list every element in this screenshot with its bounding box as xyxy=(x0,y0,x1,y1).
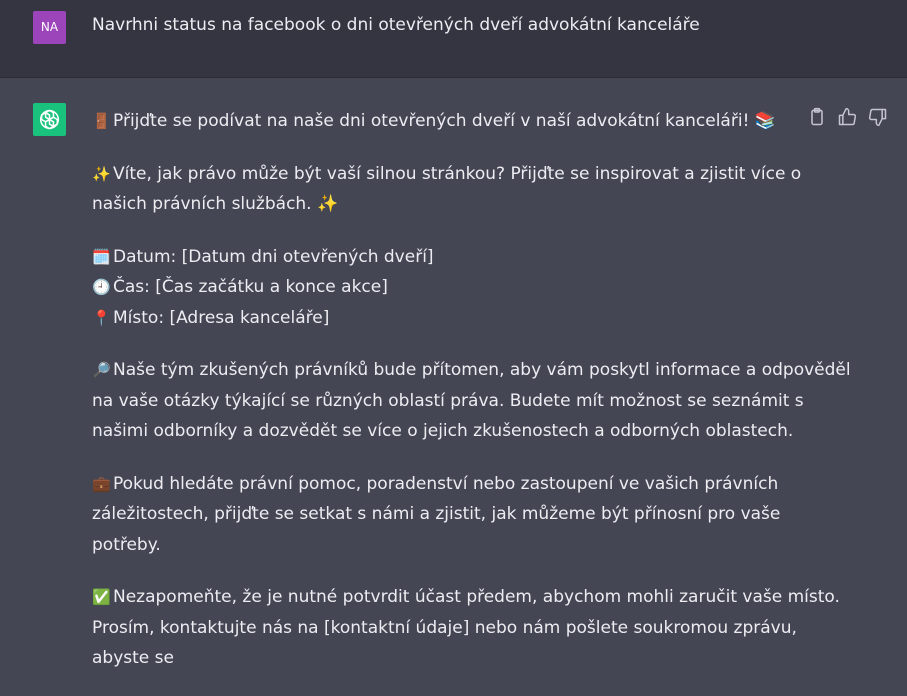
user-prompt-text: Navrhni status na facebook o dni otevřených dveří advokátní kanceláře xyxy=(92,15,700,35)
door-icon: 🚪 xyxy=(92,112,111,130)
briefcase-icon: 💼 xyxy=(92,474,111,493)
reply-paragraph xyxy=(92,355,852,447)
user-message-row xyxy=(0,0,907,78)
reply-text: Pokud hledáte právní pomoc, poradenství nebo zastoupení ve vašich právních záležitostech, přijďte se setkat s námi a zjistit, jak můžeme být přínosní pro vaše potřeby. xyxy=(92,473,781,555)
reply-paragraph xyxy=(92,582,852,674)
thumbs-down-icon xyxy=(868,107,888,127)
sparkles-icon: ✨ xyxy=(92,164,111,183)
reply-text: Přijďte se podívat na naše dni otevřených dveří v naší advokátní kanceláři! 📚 xyxy=(113,111,776,131)
assistant-message-row xyxy=(0,78,907,668)
reply-paragraph-event-details xyxy=(92,242,852,334)
event-date-text: Datum: [Datum dni otevřených dveří] xyxy=(113,246,434,267)
magnifier-icon: 🔎 xyxy=(92,361,111,379)
reply-paragraph xyxy=(92,159,852,220)
reply-text: Naše tým zkušených právníků bude přítomen, aby vám poskytl informace a odpověděl na vaše otázky týkající se různých oblastí práva. Budete mít možnost se seznámit s našimi odborníky a dozvědět se více o jejich zkušenostech a odborných oblastech. xyxy=(92,360,851,441)
assistant-reply xyxy=(92,106,852,696)
user-avatar: NA xyxy=(33,11,66,44)
event-time-text: Čas: [Čas začátku a konce akce] xyxy=(113,277,388,297)
reply-paragraph xyxy=(92,106,852,137)
clock-icon: 🕘 xyxy=(92,278,111,296)
dislike-button[interactable] xyxy=(868,107,888,127)
reply-paragraph xyxy=(92,469,852,561)
pin-icon: 📍 xyxy=(92,308,111,327)
assistant-avatar xyxy=(33,103,66,136)
checkmark-icon: ✅ xyxy=(92,588,111,606)
openai-logo-icon xyxy=(38,108,61,131)
reply-text: Nezapomeňte, že je nutné potvrdit účast předem, abychom mohli zaručit vaše místo. Prosím, kontaktujte nás na [kontaktní údaje] nebo nám pošlete soukromou zprávu, abyste se xyxy=(92,587,840,668)
calendar-icon: 🗓️ xyxy=(92,247,111,266)
event-place-text: Místo: [Adresa kanceláře] xyxy=(113,307,330,328)
reply-text: Víte, jak právo může být vaší silnou stránkou? Přijďte se inspirovat a zjistit více o našich právních službách. ✨ xyxy=(92,163,802,214)
